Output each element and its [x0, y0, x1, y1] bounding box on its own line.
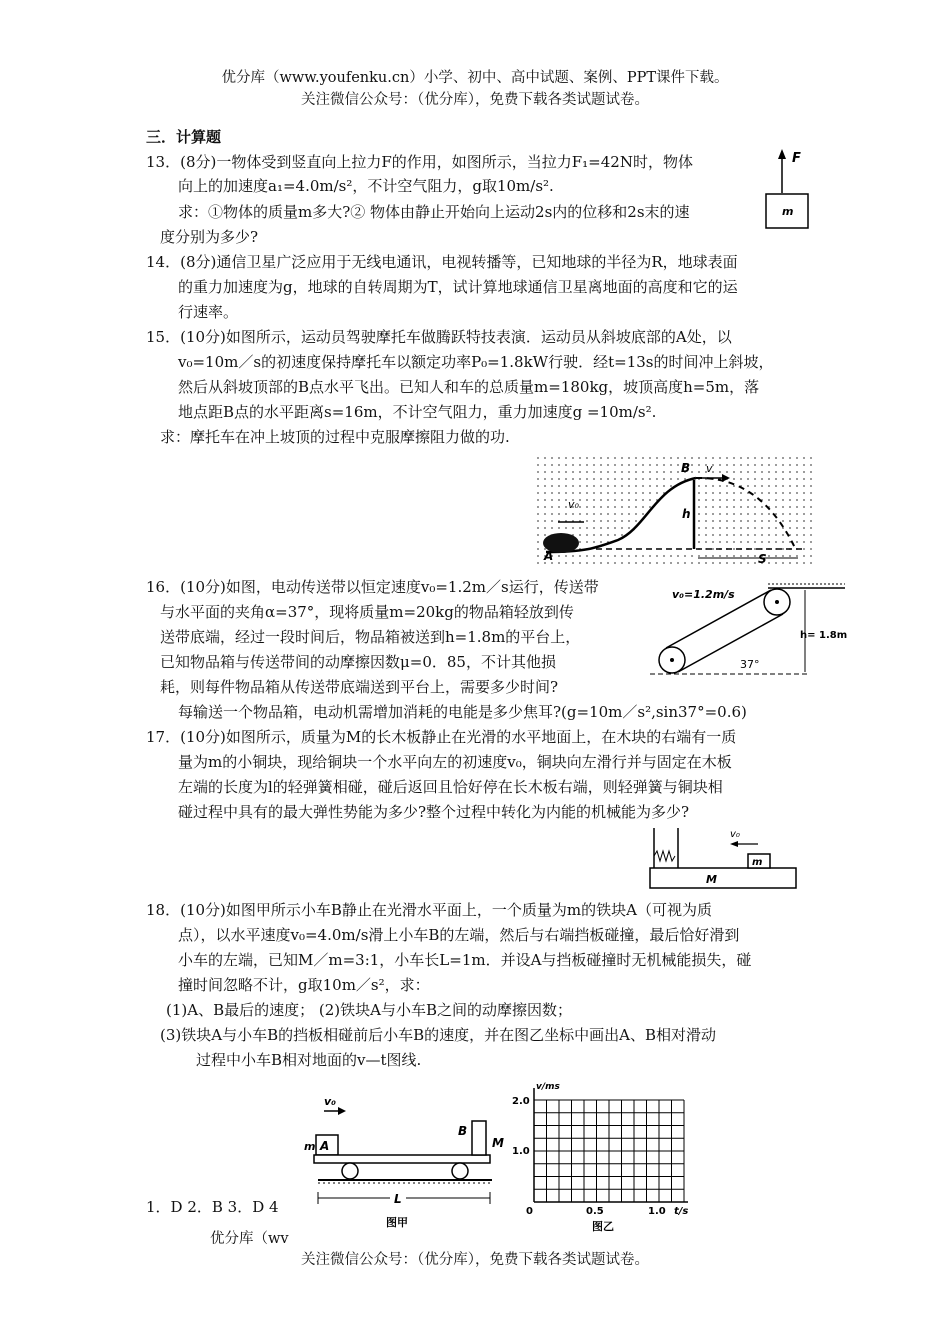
label-v0: v₀ [324, 1095, 336, 1108]
q14-line-3: 行速率。 [178, 303, 239, 321]
label-M: M [492, 1136, 504, 1150]
q18-figure-a [300, 1095, 504, 1230]
q18-line-4: 撞时间忽略不计，g取10m／s²，求： [178, 976, 430, 994]
vt-grid [534, 1100, 684, 1202]
q18-line-2: 点），以水平速度v₀=4.0m/s滑上小车B的左端，然后与右端挡板碰撞，最后恰好滑到 [178, 926, 740, 944]
label-A: A [320, 1139, 330, 1153]
q13-line-3: 求：①物体的质量m多大?② 物体由静止开始向上运动2s内的位移和2s末的速 [178, 203, 690, 221]
ylabel: v/ms [536, 1082, 560, 1092]
fig-label-F: F [792, 151, 801, 166]
label-h: h [682, 507, 691, 521]
q17-line-3: 左端的长度为l的轻弹簧相碰，碰后返回且恰好停在长木板右端，则轻弹簧与铜块相 [178, 778, 723, 796]
belt-bottom [678, 614, 783, 672]
label-v0: v₀ [568, 498, 579, 511]
q15-line-3: 然后从斜坡顶部的B点水平飞出。已知人和车的总质量m=180kg，坡顶高度h=5m，落 [178, 378, 760, 396]
q18-line-5: (1)A、B最后的速度； (2)铁块A与小车B之间的动摩擦因数； [166, 1001, 572, 1019]
label-m: m [752, 857, 763, 868]
q13-figure [760, 145, 820, 235]
q14-line-1: 14．(8分)通信卫星广泛应用于无线电通讯，电视转播等，已知地球的半径为R，地球表面 [146, 253, 738, 271]
long-board [650, 868, 796, 888]
q18-line-3: 小车的左端，已知M／m=3:1，小车长L=1m．并设A与挡板碰撞时无机械能损失，碰 [178, 951, 752, 969]
q15-line-5: 求：摩托车在冲上坡顶的过程中克服摩擦阻力做的功. [160, 428, 510, 446]
q13-line-4: 度分别为多少? [160, 228, 259, 246]
q15-line-1: 15．(10分)如图所示，运动员驾驶摩托车做腾跃特技表演．运动员从斜坡底部的A处，以 [146, 328, 732, 346]
label-m: m [304, 1140, 316, 1153]
label-speed: v₀=1.2m/s [672, 588, 735, 601]
header-line-2: 关注微信公众号：（优分库），免费下载各类试题试卷。 [301, 92, 649, 108]
q18-line-6: (3)铁块A与小车B的挡板相碰前后小车B的速度，并在图乙坐标中画出A、B相对滑动 [160, 1026, 716, 1044]
q18-line-1: 18．(10分)如图甲所示小车B静止在光滑水平面上，一个质量为m的铁块A（可视为质 [146, 901, 712, 919]
q18-figure-b [508, 1080, 698, 1232]
q16-line-1: 16．(10分)如图，电动传送带以恒定速度v₀=1.2m／s运行，传送带 [146, 578, 599, 596]
header-line-1: 优分库（www.youfenku.cn）小学、初中、高中试题、案例、PPT课件下载。 [221, 70, 729, 86]
y-tick-2: 2.0 [512, 1096, 530, 1107]
q17-line-1: 17．(10分)如图所示，质量为M的长木板静止在光滑的水平地面上，在木块的右端有一质 [146, 728, 737, 746]
footer-line-1-partial: 优分库（wv [210, 1231, 289, 1247]
cart-baffle [472, 1121, 486, 1155]
caption-b: 图乙 [592, 1220, 614, 1233]
q16-line-3: 送带底端，经过一段时间后，物品箱被送到h=1.8m的平台上， [160, 628, 581, 646]
label-v: v [706, 462, 713, 475]
q13-line-2: 向上的加速度a₁=4.0m/s²，不计空气阻力，g取10m/s². [178, 177, 554, 195]
x-tick-05: 0.5 [586, 1206, 604, 1217]
label-A: A [544, 549, 554, 563]
q16-line-5: 耗，则每件物品箱从传送带底端送到平台上，需要多少时间? [160, 678, 559, 696]
answers-line: 1．D 2．B 3．D 4 [146, 1198, 279, 1216]
q16-figure [640, 578, 850, 690]
caption-a: 图甲 [386, 1216, 408, 1229]
footer-line-2: 关注微信公众号：（优分库），免费下载各类试题试卷。 [301, 1252, 649, 1268]
label-angle: 37° [740, 658, 760, 671]
q17-line-2: 量为m的小铜块，现给铜块一个水平向左的初速度v₀，铜块向左滑行并与固定在木板 [178, 753, 732, 771]
label-B: B [458, 1124, 468, 1138]
q16-line-2: 与水平面的夹角α=37°，现将质量m=20kg的物品箱轻放到传 [160, 603, 574, 621]
label-v0: v₀ [730, 829, 740, 840]
q14-line-2: 的重力加速度为g，地球的自转周期为T，试计算地球通信卫星离地面的高度和它的运 [178, 278, 738, 296]
x-tick-10: 1.0 [648, 1206, 666, 1217]
section-title: 三．计算题 [146, 128, 222, 146]
label-height: h= 1.8m [800, 630, 848, 641]
q18-line-7: 过程中小车B相对地面的v—t图线. [196, 1051, 422, 1069]
q17-line-4: 碰过程中具有的最大弹性势能为多少?整个过程中转化为内能的机械能为多少? [178, 803, 690, 821]
q16-line-4: 已知物品箱与传送带间的动摩擦因数μ=0．85，不计其他损 [160, 653, 556, 671]
spring [654, 851, 675, 861]
wheel-left [342, 1163, 358, 1179]
label-L: L [394, 1192, 402, 1206]
q15-line-2: v₀=10m／s的初速度保持摩托车以额定功率P₀=1.8kW行驶．经t=13s的时间冲上斜坡， [178, 353, 774, 371]
xlabel: t/s [674, 1206, 689, 1217]
wheel-right [452, 1163, 468, 1179]
origin: 0 [526, 1206, 533, 1217]
cart-B [314, 1155, 490, 1163]
q15-figure [536, 456, 812, 566]
q13-line-1: 13．(8分)一物体受到竖直向上拉力F的作用，如图所示，当拉力F₁=42N时，物体 [146, 153, 693, 171]
fig-label-m: m [782, 205, 794, 218]
y-tick-1: 1.0 [512, 1146, 530, 1157]
q16-line-6: 每输送一个物品箱，电动机需增加消耗的电能是多少焦耳?(g=10m／s²,sin37°=0.6) [178, 703, 747, 721]
q15-line-4: 地点距B点的水平距离s=16m，不计空气阻力，重力加速度g =10m/s². [178, 403, 657, 421]
label-B: B [681, 461, 691, 475]
label-s: S [758, 552, 767, 566]
label-M: M [706, 873, 717, 886]
q17-figure [648, 826, 798, 892]
force-arrowhead [778, 149, 786, 159]
